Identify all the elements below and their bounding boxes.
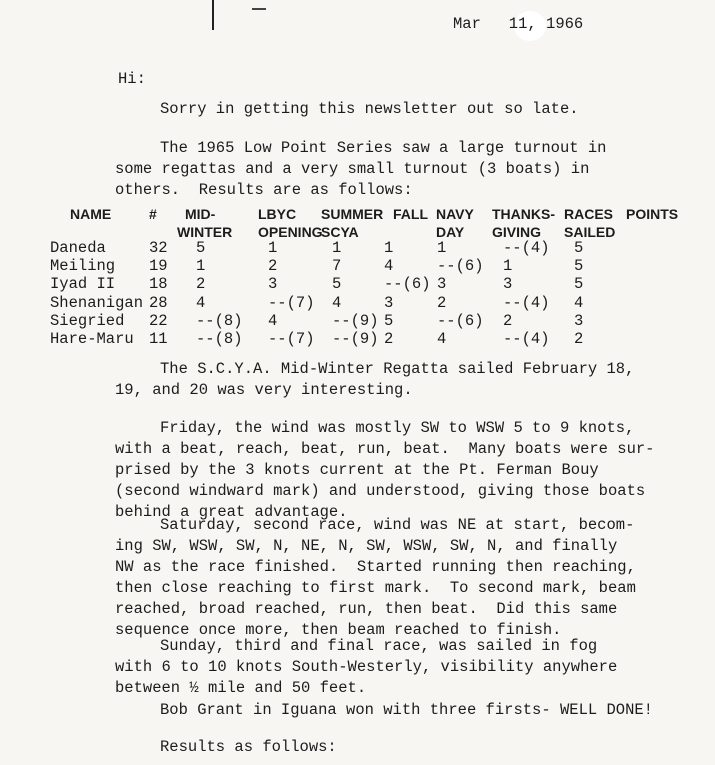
paragraph-results-intro: [160, 737, 337, 758]
table-cell-num: 32: [149, 239, 168, 257]
table-cell-summer: 7: [332, 257, 342, 276]
header-points: POINTS: [626, 206, 679, 222]
header-lbyc: OPENING: [258, 224, 323, 240]
table-cell-lbyc: 1: [268, 239, 278, 257]
table-cell-num: 18: [149, 275, 168, 294]
table-cell-summer: 4: [332, 293, 342, 312]
table-cell-navy: 4: [437, 330, 447, 348]
table-cell-mid: 4: [196, 293, 206, 312]
table-cell-mid: 2: [196, 275, 206, 294]
paragraph-line: between ½ mile and 50 feet.: [115, 679, 367, 697]
paragraph-line: Bob Grant in Iguana won with three firsts- WELL DONE!: [160, 701, 653, 719]
header-races: SAILED: [564, 224, 616, 240]
table-cell-thanks: --(4): [503, 239, 550, 257]
header-lbyc: LBYC: [258, 206, 297, 222]
table-cell-num: 19: [149, 257, 168, 276]
table-cell-mid: --(8): [196, 311, 243, 330]
header-summer: SUMMER: [321, 206, 384, 222]
table-cell-fall: 2: [384, 330, 394, 348]
table-cell-thanks: 1: [503, 257, 513, 276]
header-navy: DAY: [436, 224, 465, 240]
header-navy: NAVY: [436, 206, 474, 222]
table-cell-lbyc: --(7): [268, 293, 315, 312]
table-cell-lbyc: 3: [268, 275, 278, 294]
paragraph-line: others. Results are as follows:: [115, 181, 413, 199]
header-thanks: THANKS-: [492, 206, 555, 222]
paragraph-line: some regattas and a very small turnout (3 boats) in: [115, 160, 590, 178]
paragraph-line: behind a great advantage.: [115, 503, 348, 521]
paragraph-line: Friday, the wind was mostly SW to WSW 5 to 9 knots,: [160, 419, 635, 437]
paragraph-line: reached, broad reached, run, then beat. Did this same: [115, 600, 618, 618]
table-cell-summer: --(9): [332, 311, 379, 330]
paragraph-line: The S.C.Y.A. Mid-Winter Regatta sailed February 18,: [160, 360, 635, 378]
pen-mark: [212, 0, 214, 30]
table-cell-summer: --(9): [332, 330, 379, 348]
table-cell-num: 22: [149, 311, 168, 330]
table-cell-thanks: --(4): [503, 330, 550, 348]
table-cell-mid: 1: [196, 257, 206, 276]
paragraph-midwinter: [115, 359, 634, 401]
paragraph-line: (second windward mark) and understood, giving those boats: [115, 482, 646, 500]
table-cell-num: 28: [149, 293, 168, 312]
table-cell-fall: 1: [384, 239, 394, 257]
paragraph-line: Sorry in getting this newsletter out so late.: [160, 100, 579, 118]
table-cell-races: 4: [574, 293, 584, 312]
paragraph-line: Sunday, third and final race, was sailed in fog: [160, 637, 598, 655]
table-cell-fall: 5: [384, 311, 394, 330]
paragraph-apology: [160, 99, 579, 120]
table-cell-navy: 2: [437, 293, 447, 312]
paragraph-line: with a beat, reach, beat, run, beat. Many boats were sur-: [115, 440, 655, 458]
header-name: NAME: [70, 206, 112, 222]
table-cell-lbyc: --(7): [268, 330, 315, 348]
paragraph-friday: [115, 418, 655, 523]
paragraph-line: Results as follows:: [160, 738, 337, 756]
paragraph-line: Saturday, second race, wind was NE at start, becom-: [160, 516, 635, 534]
paragraph-line: then close reaching to first mark. To second mark, beam: [115, 579, 636, 597]
paragraph-line: sequence once more, then beam reached to finish.: [115, 621, 562, 639]
table-cell-name: Meiling: [50, 257, 116, 276]
table-cell-name: Shenanigan: [50, 293, 144, 312]
header-number: #: [149, 206, 157, 222]
table-cell-fall: --(6): [384, 275, 431, 294]
paragraph-winner: [160, 700, 653, 721]
header-midwinter: MID-: [185, 206, 216, 222]
table-cell-lbyc: 2: [268, 257, 278, 276]
pen-mark: [252, 8, 266, 10]
letter-date: Mar 11, 1966: [453, 15, 584, 33]
paragraph-line: with 6 to 10 knots South-Westerly, visibility anywhere: [115, 658, 618, 676]
table-cell-lbyc: 4: [268, 311, 278, 330]
table-cell-races: 5: [574, 275, 584, 294]
header-races: RACES: [564, 206, 614, 222]
header-thanks: GIVING: [492, 224, 542, 240]
table-cell-mid: --(8): [196, 330, 243, 348]
table-cell-races: 5: [574, 239, 584, 257]
paragraph-line: NW as the race finished. Started running then reaching,: [115, 558, 636, 576]
paragraph-line: 19, and 20 was very interesting.: [115, 381, 413, 399]
table-cell-navy: --(6): [437, 257, 484, 276]
table-cell-name: Iyad II: [50, 275, 116, 294]
paragraph-line: The 1965 Low Point Series saw a large turnout in: [160, 139, 607, 157]
table-cell-races: 2: [574, 330, 584, 348]
paragraph-saturday: [115, 515, 636, 641]
header-midwinter: WINTER: [177, 224, 233, 240]
greeting: Hi:: [118, 70, 146, 88]
table-cell-summer: 1: [332, 239, 342, 257]
table-cell-thanks: 2: [503, 311, 513, 330]
table-cell-name: Hare-Maru: [50, 330, 134, 348]
table-cell-races: 3: [574, 311, 584, 330]
table-cell-num: 11: [149, 330, 168, 348]
header-summer: SCYA: [321, 224, 359, 240]
table-cell-fall: 4: [384, 257, 394, 276]
paragraph-line: prised by the 3 knots current at the Pt. Ferman Bouy: [115, 461, 599, 479]
paragraph-series: [115, 138, 606, 201]
table-cell-navy: 3: [437, 275, 447, 294]
table-cell-summer: 5: [332, 275, 342, 294]
table-cell-name: Daneda: [50, 239, 106, 257]
paragraph-sunday: [115, 636, 617, 699]
table-cell-name: Siegried: [50, 311, 125, 330]
table-cell-thanks: 3: [503, 275, 513, 294]
paragraph-line: ing SW, WSW, SW, N, NE, N, SW, WSW, SW, N, and finally: [115, 537, 618, 555]
header-fall: FALL: [393, 206, 428, 222]
table-cell-races: 5: [574, 257, 584, 276]
table-cell-mid: 5: [196, 239, 206, 257]
table-cell-navy: --(6): [437, 311, 484, 330]
table-cell-fall: 3: [384, 293, 394, 312]
table-cell-thanks: --(4): [503, 293, 550, 312]
table-cell-navy: 1: [437, 239, 447, 257]
